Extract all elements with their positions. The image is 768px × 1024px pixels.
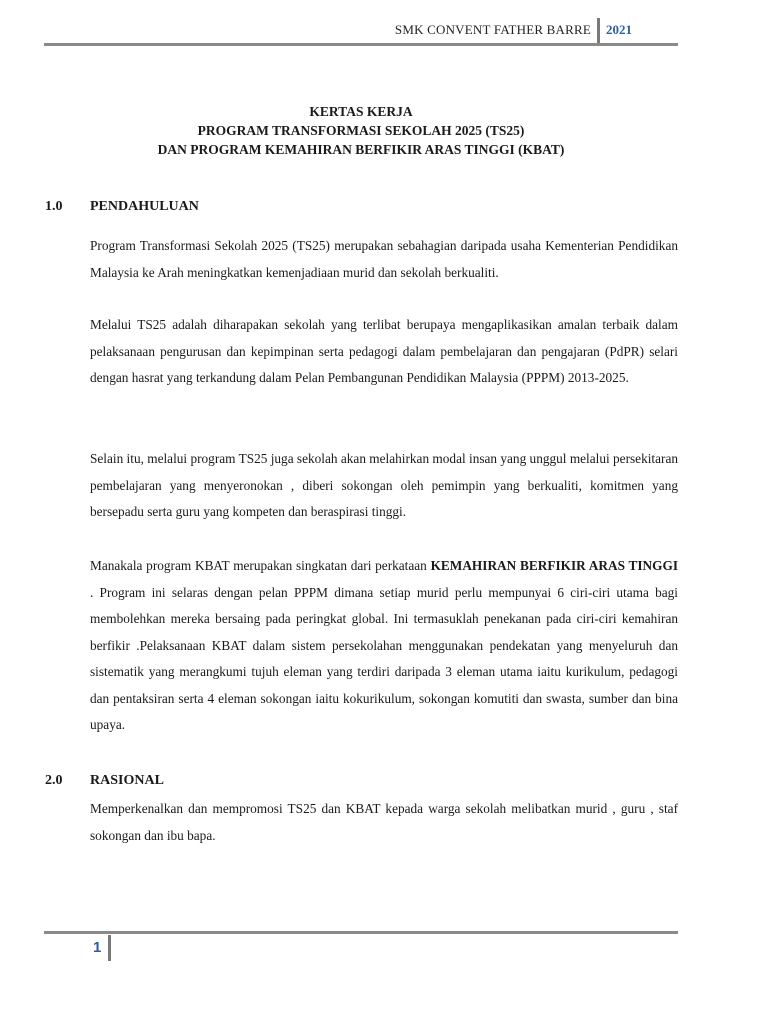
section-number: 1.0 <box>45 199 63 214</box>
page-number-separator <box>108 935 111 961</box>
paragraph: Selain itu, melalui program TS25 juga sekolah akan melahirkan modal insan yang unggul melalui persekitaran pembelajaran yang menyeronokan , diberi sokongan oleh pemimpin yang berkualiti, komitmen yang bersepadu serta guru yang kompeten dan beraspirasi tinggi. <box>90 451 678 519</box>
paragraph: Memperkenalkan dan mempromosi TS25 dan KBAT kepada warga sekolah melibatkan murid , guru , staf sokongan dan ibu bapa. <box>90 801 678 843</box>
header-year: 2021 <box>606 22 632 37</box>
title-line-3: DAN PROGRAM KEMAHIRAN BERFIKIR ARAS TINGGI (KBAT) <box>157 142 565 157</box>
school-name: SMK CONVENT FATHER BARRE <box>394 22 591 37</box>
section-heading: PENDAHULUAN <box>90 199 199 214</box>
header-separator <box>597 18 600 46</box>
paragraph: Program Transformasi Sekolah 2025 (TS25) merupakan sebahagian daripada usaha Kementerian Pendidikan Malaysia ke Arah meningkatkan kemenjadiaan murid dan sekolah berkualiti. <box>90 238 678 280</box>
title-line-1: KERTAS KERJA <box>309 104 413 119</box>
footer-rule <box>44 931 678 934</box>
page-number: 1 <box>93 939 102 956</box>
title-line-2: PROGRAM TRANSFORMASI SEKOLAH 2025 (TS25) <box>197 123 525 138</box>
paragraph-text: Manakala program KBAT merupakan singkatan dari perkataan <box>90 558 431 573</box>
paragraph: Melalui TS25 adalah diharapakan sekolah yang terlibat berupaya mengaplikasikan amalan terbaik dalam pelaksanaan pengurusan dan kepimpinan serta pedagogi dalam pembelajaran dan pengajaran (PdPR) selari dengan hasrat yang terkandung dalam Pelan Pembangunan Pendidikan Malaysia (PPPM) 2013-2025. <box>90 317 678 385</box>
section-heading: RASIONAL <box>90 773 164 788</box>
header-rule <box>44 43 678 46</box>
section-number: 2.0 <box>45 773 63 788</box>
bold-term: KEMAHIRAN BERFIKIR ARAS TINGGI <box>430 558 678 573</box>
document-title <box>44 102 678 159</box>
paragraph <box>90 553 678 739</box>
paragraph-text: . Program ini selaras dengan pelan PPPM dimana setiap murid perlu mempunyai 6 ciri-ciri utama bagi membolehkan mereka bersaing pada peringkat global. Ini termasuklah penekanan pada ciri-ciri kemahiran berfikir .Pelaksanaan KBAT dalam sistem persekolahan menggunakan pendekatan yang menyeluruh dan sistematik yang merangkumi tujuh eleman yang terdiri daripada 3 eleman utama iaitu kurikulum, pedagogi dan pentaksiran serta 4 eleman sokongan iaitu kokurikulum, sokongan komutiti dan swasta, sumber dan bina upaya. <box>90 584 678 732</box>
